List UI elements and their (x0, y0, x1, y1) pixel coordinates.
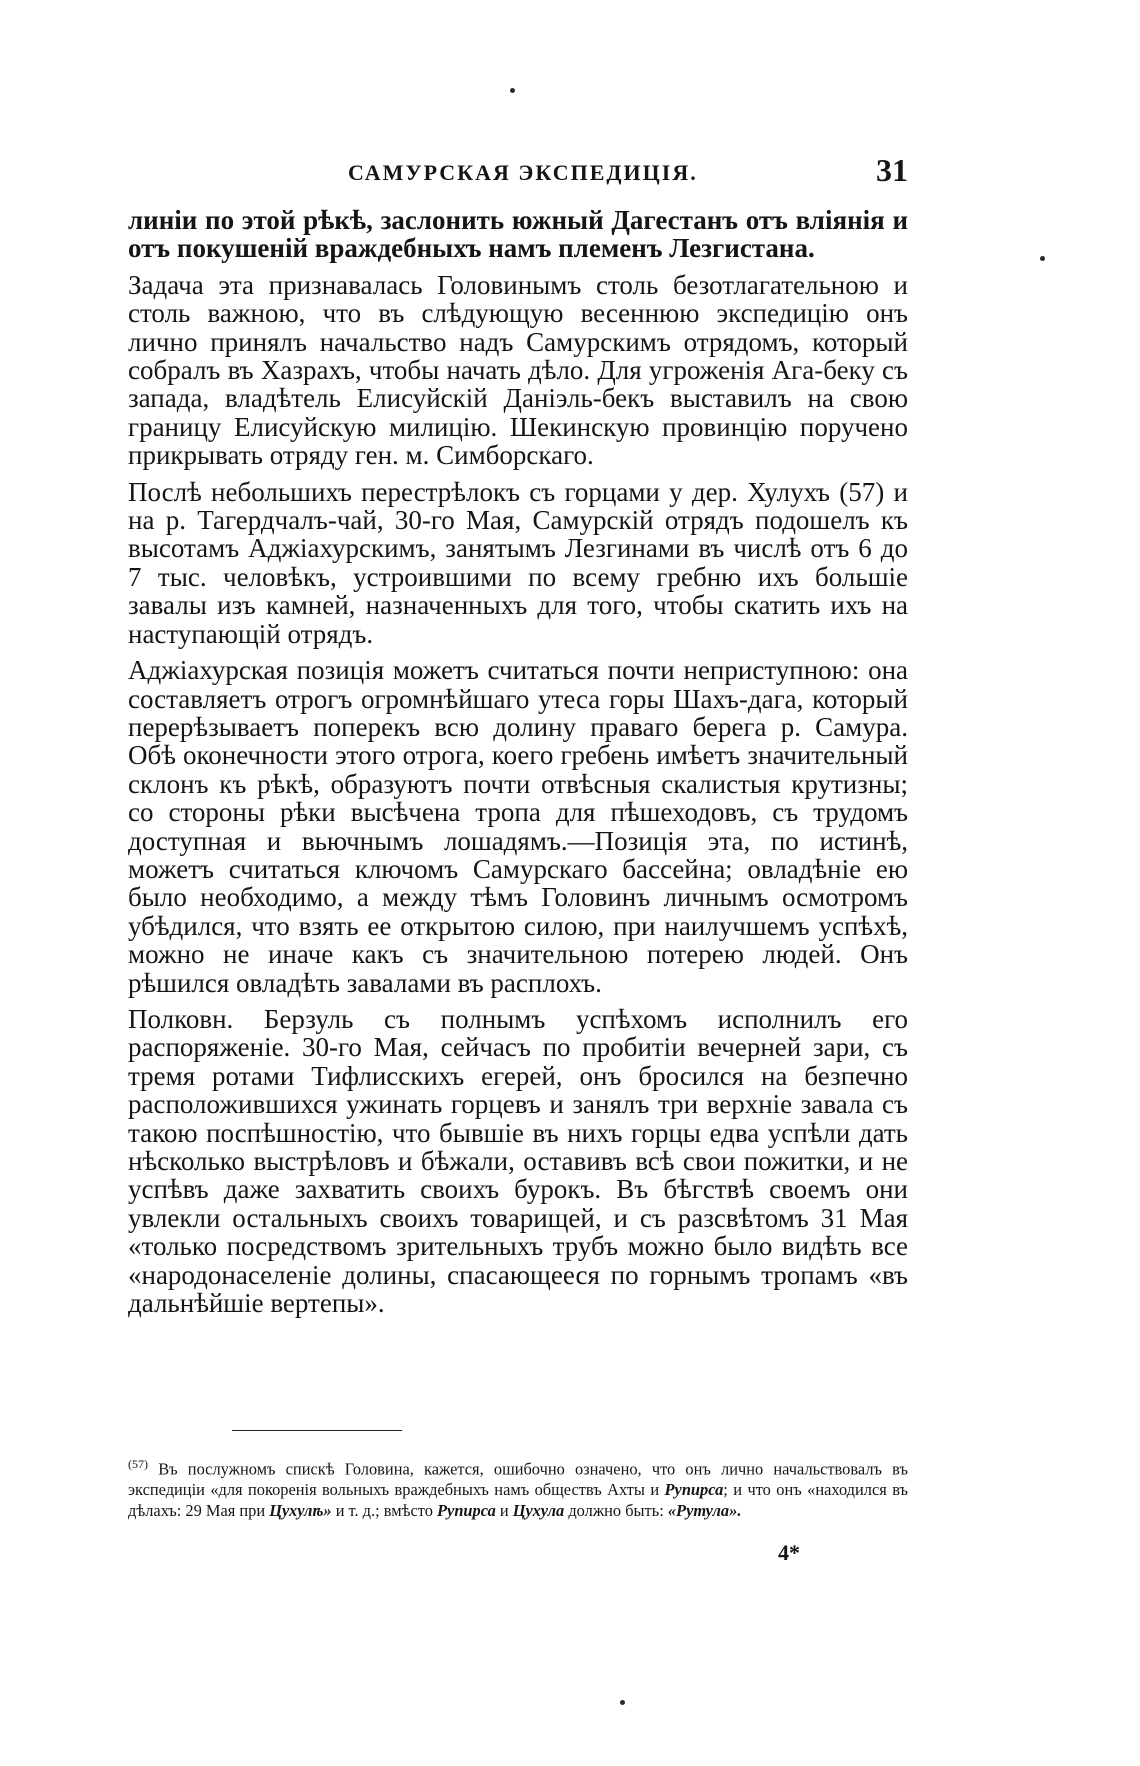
print-speck (1040, 256, 1045, 261)
footnote-italic: Цухулѣ» (269, 1501, 332, 1521)
page-header (128, 152, 908, 192)
paragraph-continued: линіи по этой рѣкѣ, заслонить южный Дагестанъ отъ вліянія и отъ покушеній враждебныхъ намъ племенъ Лезгистана. (128, 205, 908, 264)
footnote-text: и т. д.; вмѣсто (331, 1501, 438, 1521)
footnote-italic: «Рутула». (667, 1501, 742, 1521)
page-number: 31 (876, 152, 908, 188)
footnote-text: должно быть: (564, 1501, 668, 1521)
footnote-italic: Рупирса (437, 1501, 496, 1521)
paragraph: Задача эта признавалась Головинымъ столь безотлагательною и столь важною, что въ слѣдующую весеннюю экспедицію онъ лично принялъ начальство надъ Самурскимъ отрядомъ, который собралъ въ Хазрахъ, чтобы начать дѣло. Для угроженія Ага-беку съ запада, владѣтель Елисуйскій Даніэль-бекъ выставилъ на свою границу Елисуйскую милицію. Шекинскую провинцію поручено прикрывать отряду ген. м. Симборскаго. (128, 269, 908, 471)
footnote-text: ; и что онъ «находился въ дѣлахъ: 29 Мая при (128, 1480, 908, 1521)
paragraph: Полковн. Берзуль съ полнымъ успѣхомъ исполнилъ его распоряженіе. 30-го Мая, сейчасъ по пробитіи вечерней зари, съ тремя ротами Тифлисскихъ егерей, онъ бросился на безпечно расположившихся ужинать горцевъ и занялъ три верхніе завала съ такою поспѣшностію, что бывшіе въ нихъ горцы едва успѣли дать нѣсколько выстрѣловъ и бѣжали, оставивъ всѣ свои пожитки, и не успѣвъ даже захватить своихъ бурокъ. Въ бѣгствѣ своемъ они увлекли остальныхъ своихъ товарищей, и съ разсвѣтомъ 31 Мая «только посредствомъ зрительныхъ трубъ можно было видѣть все «народонаселеніе долины, спасающееся по горнымъ тропамъ «въ дальнѣйшіе вертепы». (128, 1003, 908, 1319)
running-title: САМУРСКАЯ ЭКСПЕДИЦІЯ. (348, 160, 698, 185)
footnote-text: и (495, 1501, 513, 1521)
footnote (128, 1454, 908, 1521)
paragraph: Послѣ небольшихъ перестрѣлокъ съ горцами у дер. Хулухъ (57) и на р. Тагердчалъ-чай, 30-го Мая, Самурскій отрядъ подошелъ къ высотамъ Аджіахурскимъ, занятымъ Лезгинами въ числѣ отъ 6 до 7 тыс. человѣкъ, устроившими по всему гребню ихъ большіе завалы изъ камней, назначенныхъ для того, чтобы скатить ихъ на наступающій отрядъ. (128, 476, 908, 649)
footnote-italic: Рупирса (664, 1480, 724, 1500)
print-speck (620, 1700, 625, 1705)
signature-mark: 4* (778, 1540, 800, 1565)
footnote-italic: Цухула (512, 1501, 565, 1521)
footnote-marker: (57) (128, 1457, 148, 1471)
footnote-text: Въ послужномъ спискѣ Головина, кажется, ошибочно означено, что онъ лично начальствовалъ въ экспедиціи «для покоренія вольныхъ враждебныхъ намъ обществъ Ахты и (128, 1459, 908, 1500)
footnote-divider (232, 1430, 402, 1431)
main-text (128, 206, 908, 1325)
print-speck (510, 88, 515, 93)
paragraph: Аджіахурская позиція можетъ считаться почти неприступною: она составляетъ отрогъ огромнѣйшаго утеса горы Шахъ-дага, который перерѣзываетъ поперекъ всю долину праваго берега р. Самура. Обѣ оконечности этого отрога, коего гребень имѣетъ значительный склонъ къ рѣкѣ, образуютъ почти отвѣсныя скалистыя крутизны; со стороны рѣки высѣчена тропа для пѣшеходовъ, съ трудомъ доступная и вьючнымъ лошадямъ.—Позиція эта, по истинѣ, можетъ считаться ключомъ Самурскаго бассейна; овладѣніе ею было необходимо, а между тѣмъ Головинъ личнымъ осмотромъ убѣдился, что взять ее открытою силою, при наилучшемъ успѣхѣ, можно не иначе какъ съ значительною потерею людей. Онъ рѣшился овладѣть завалами въ расплохъ. (128, 655, 908, 998)
